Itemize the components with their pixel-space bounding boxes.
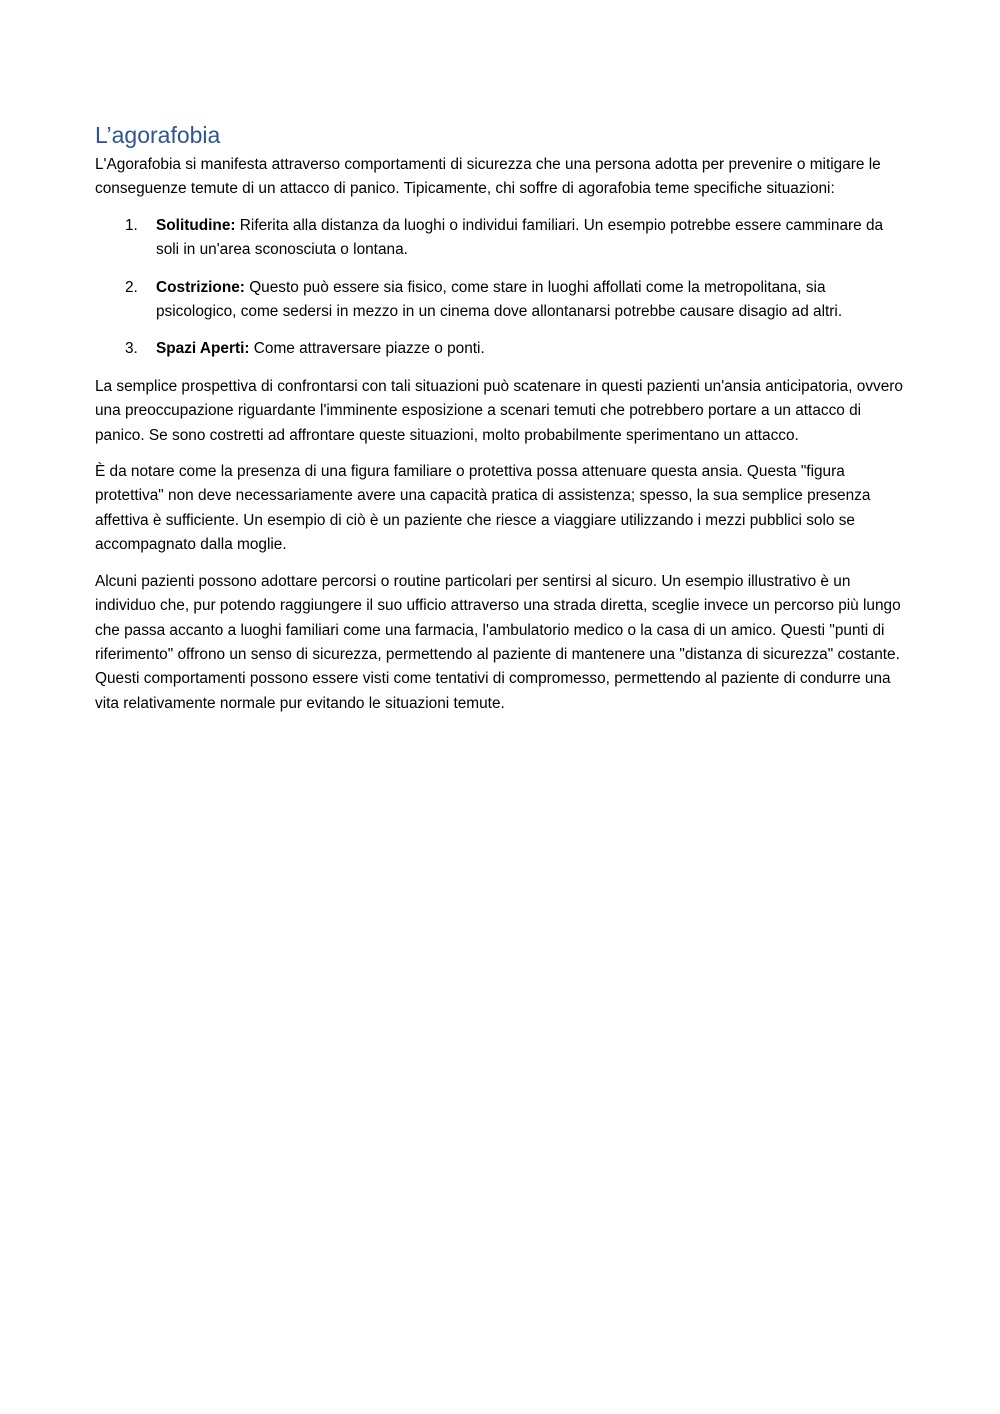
list-item-text: Riferita alla distanza da luoghi o individui familiari. Un esempio potrebbe essere camminare da soli in un'area sconosciuta o lontana.	[156, 216, 884, 259]
situations-list	[95, 214, 907, 362]
body-paragraph: La semplice prospettiva di confrontarsi con tali situazioni può scatenare in questi pazienti un'ansia anticipatoria, ovvero una preoccupazione riguardante l'imminente esposizione a scenari temuti che potrebbero portare a un attacco di panico. Se sono costretti ad affrontare queste situazioni, molto probabilmente sperimentano un attacco.	[95, 377, 903, 444]
list-item-number: 2.	[125, 278, 138, 296]
list-item-term: Solitudine:	[156, 216, 236, 234]
list-item-term: Costrizione:	[156, 278, 245, 296]
list-item-text: Come attraversare piazze o ponti.	[249, 340, 485, 358]
list-item	[95, 337, 907, 361]
body-paragraph: È da notare come la presenza di una figura familiare o protettiva possa attenuare questa ansia. Questa "figura protettiva" non deve necessariamente avere una capacità pratica di assistenza; spesso, la sua semplice presenza affettiva è sufficiente. Un esempio di ciò è un paziente che riesce a viaggiare utilizzando i mezzi pubblici solo se accompagnato dalla moglie.	[95, 463, 871, 554]
list-item-number: 3.	[125, 340, 138, 358]
list-item-number: 1.	[125, 216, 138, 234]
body-paragraph: Alcuni pazienti possono adottare percorsi o routine particolari per sentirsi al sicuro. Un esempio illustrativo è un individuo che, pur potendo raggiungere il suo ufficio attraverso una strada diretta, sceglie invece un percorso più lungo che passa accanto a luoghi familiari come una farmacia, l'ambulatorio medico o la casa di un amico. Questi "punti di riferimento" offrono un senso di sicurezza, permettendo al paziente di mantenere una "distanza di sicurezza" costante. Questi comportamenti possono essere visti come tentativi di compromesso, permettendo al paziente di condurre una vita relativamente normale pur evitando le situazioni temute.	[95, 572, 901, 712]
intro-paragraph: L'Agorafobia si manifesta attraverso comportamenti di sicurezza che una persona adotta per prevenire o mitigare le conseguenze temute di un attacco di panico. Tipicamente, chi soffre di agorafobia teme specifiche situazioni:	[95, 156, 881, 198]
document-page	[95, 118, 907, 728]
list-item-text: Questo può essere sia fisico, come stare in luoghi affollati come la metropolitana, sia psicologico, come sedersi in mezzo in un cinema dove allontanarsi potrebbe causare disagio ad altri.	[156, 278, 843, 321]
list-item-term: Spazi Aperti:	[156, 340, 250, 358]
list-item	[95, 276, 907, 325]
document-title: L’agorafobia	[95, 122, 221, 148]
list-item	[95, 214, 907, 263]
